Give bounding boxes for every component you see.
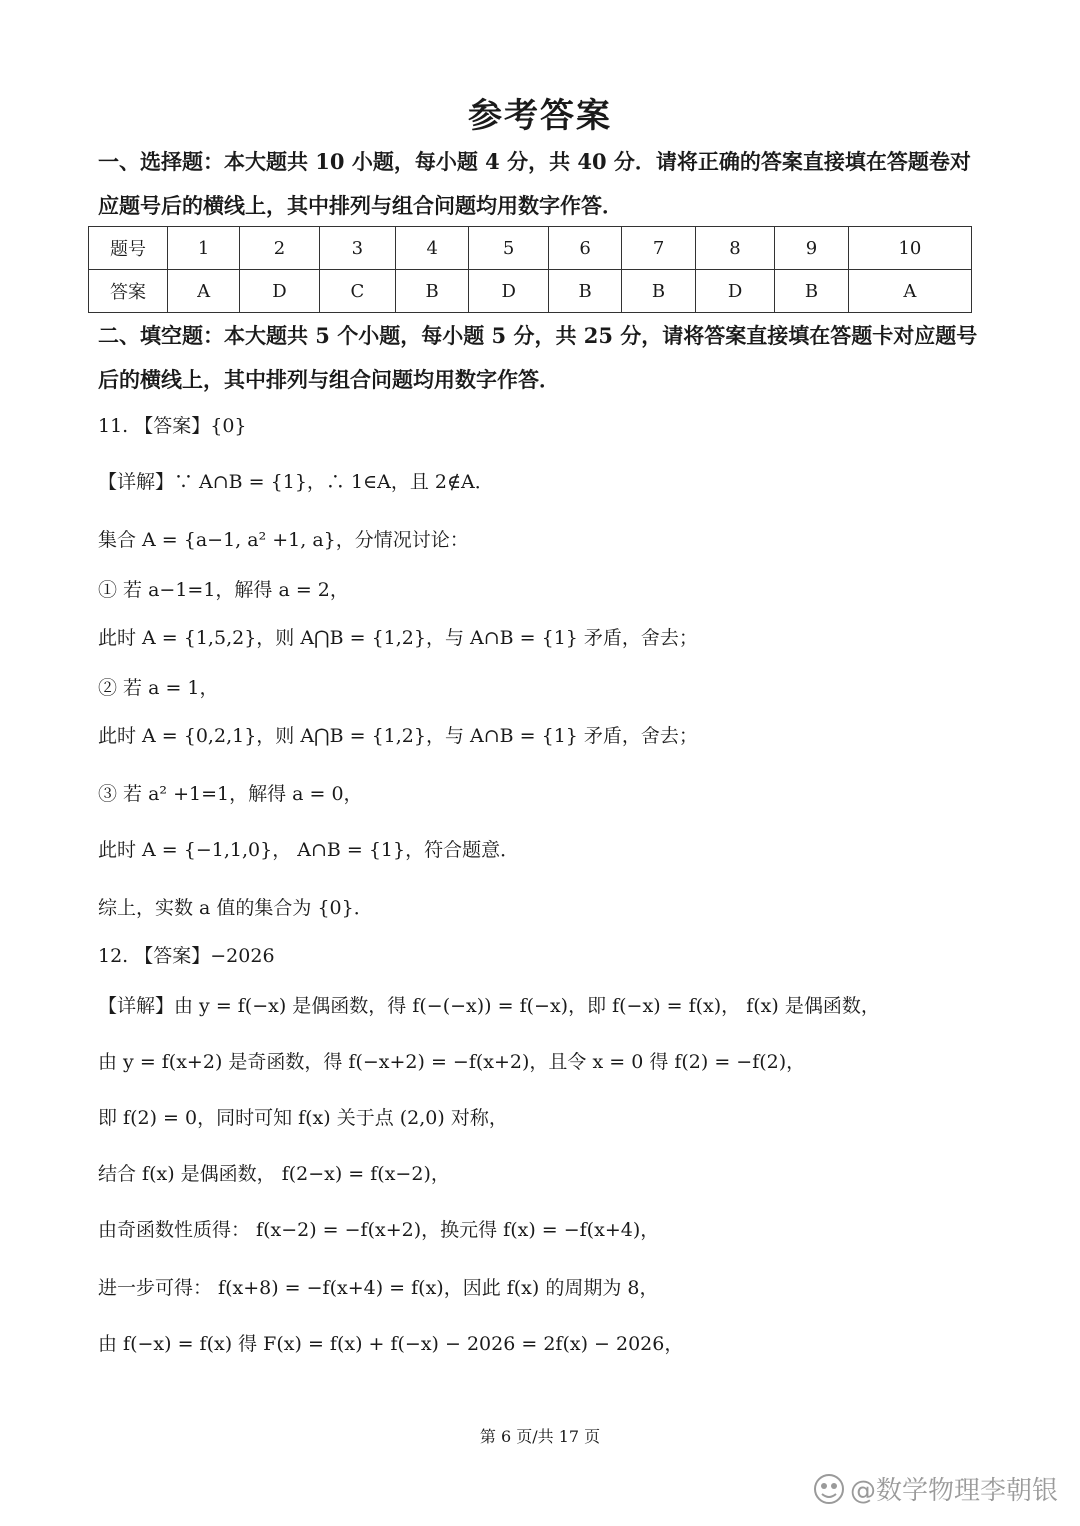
solution-line: 由 y = f(x+2) 是奇函数，得 f(−x+2) = −f(x+2)，且令 x = 0 得 f(2) = −f(2)， (98, 1051, 806, 1073)
question-number-cell: 9 (775, 227, 848, 270)
solution-line: 此时 A = {1,5,2}，则 A⋂B = {1,2}，与 A∩B = {1} 矛盾，舍去； (98, 627, 698, 649)
solution-line: ② 若 a = 1， (98, 677, 219, 699)
answer-table-number-row (89, 227, 972, 270)
solution-line: 【详解】由 y = f(−x) 是偶函数，得 f(−(−x)) = f(−x)，即 f(−x) = f(x)， f(x) 是偶函数， (98, 995, 880, 1017)
watermark-text: @数学物理李朝银 (849, 1476, 1058, 1506)
question-number-cell: 2 (240, 227, 320, 270)
solution-line: 由奇函数性质得： f(x−2) = −f(x+2)，换元得 f(x) = −f(x+4)， (98, 1219, 660, 1241)
solution-line: 集合 A = {a−1, a² +1, a}，分情况讨论： (98, 529, 469, 551)
section-2-line-1: 二、填空题：本大题共 5 个小题，每小题 5 分，共 25 分，请将答案直接填在答题卡对应题号 (98, 323, 978, 348)
question-number-cell: 10 (848, 227, 971, 270)
solution-line: 此时 A = {0,2,1}，则 A⋂B = {1,2}，与 A∩B = {1} 矛盾，舍去； (98, 725, 698, 747)
solution-line: ③ 若 a² +1=1，解得 a = 0， (98, 783, 363, 805)
question-number-cell: 4 (395, 227, 468, 270)
solution-line: 此时 A = {−1,1,0}， A∩B = {1}，符合题意． (98, 839, 520, 861)
answer-cell: B (395, 270, 468, 313)
answer-table-answer-row (89, 270, 972, 313)
section-1-line-1: 一、选择题：本大题共 10 小题，每小题 4 分，共 40 分．请将正确的答案直接填在答题卷对 (98, 149, 971, 174)
answer-cell: D (469, 270, 549, 313)
question-number-cell: 3 (319, 227, 395, 270)
answer-cell: B (622, 270, 695, 313)
solution-line: 进一步可得： f(x+8) = −f(x+4) = f(x)，因此 f(x) 的周期为 8， (98, 1277, 659, 1299)
answer-cell: C (319, 270, 395, 313)
section-1-line-2: 应题号后的横线上，其中排列与组合问题均用数字作答． (98, 193, 623, 218)
question-number-cell: 1 (168, 227, 240, 270)
question-number-cell: 5 (469, 227, 549, 270)
watermark (812, 1470, 1058, 1507)
section-2-line-2: 后的横线上，其中排列与组合问题均用数字作答． (98, 367, 560, 392)
answer-cell: B (548, 270, 621, 313)
solution-line: 即 f(2) = 0，同时可知 f(x) 关于点 (2,0) 对称， (98, 1107, 508, 1129)
solution-line: 综上，实数 a 值的集合为 {0}． (98, 897, 373, 919)
page-title: 参考答案 (468, 96, 612, 136)
section-1-heading (98, 140, 998, 228)
answer-cell: D (240, 270, 320, 313)
number-row-header: 题号 (89, 227, 168, 270)
solution-line: ① 若 a−1=1，解得 a = 2， (98, 579, 349, 601)
answer-11-line: 11. 【答案】{0} (98, 415, 247, 437)
section-2-heading (98, 314, 998, 402)
solution-line: 由 f(−x) = f(x) 得 F(x) = f(x) + f(−x) − 2026 = 2f(x) − 2026， (98, 1333, 684, 1355)
answer-cell: D (695, 270, 775, 313)
question-number-cell: 6 (548, 227, 621, 270)
page-footer: 第 6 页/共 17 页 (479, 1427, 601, 1446)
answer-table (88, 226, 972, 313)
answer-cell: B (775, 270, 848, 313)
answer-cell: A (168, 270, 240, 313)
solution-line: 【详解】∵ A∩B = {1}，∴ 1∈A，且 2∉A． (98, 471, 494, 493)
answer-12-line: 12. 【答案】−2026 (98, 945, 275, 967)
answer-row-header: 答案 (89, 270, 168, 313)
question-number-cell: 8 (695, 227, 775, 270)
answer-cell: A (848, 270, 971, 313)
question-number-cell: 7 (622, 227, 695, 270)
watermark-logo-icon (812, 1472, 846, 1506)
solution-line: 结合 f(x) 是偶函数， f(2−x) = f(x−2)， (98, 1163, 450, 1185)
